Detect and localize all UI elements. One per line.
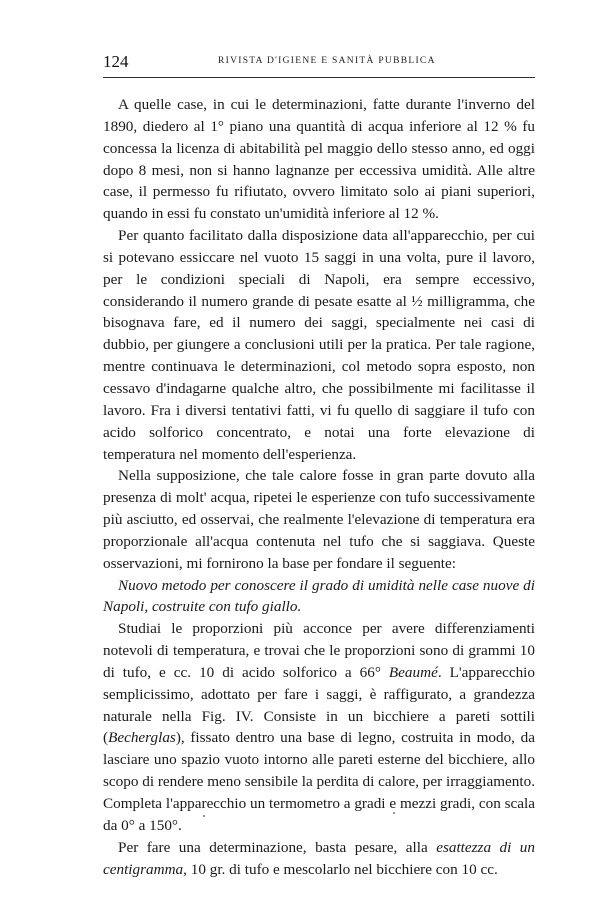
section-heading-new-method — [103, 575, 535, 619]
header-rule — [103, 77, 535, 78]
italic-term-precision: esattezza di un centigramma — [103, 838, 535, 878]
text-segment: Per quanto facilitato dalla disposizione data all'apparecchio, per cui si potevano essiccare nel vuoto 15 saggi in una volta, pure il lavoro, per le condizioni speciali di Napoli, era sempre eccessivo, considerando il numero grande di pesate esatte al ½ milligramma, che bisognava fare, ed il numero dei saggi, specialmente nei casi di dubbio, per giungere a conclusioni utili per la pratica. Per tale ragione, mentre continuava le determinazioni, col metodo sopra esposto, non cessavo d'indagarne qualche altro, che possibilmente mi facilitasse il lavoro. Fra i diversi tentativi fatti, vi fu quello di saggiare il tufo con acido solforico concentrato, e notai una forte elevazione di temperatura nel momento dell'esperienza. — [103, 227, 535, 463]
text-segment: Studiai le proporzioni più acconce per avere differenziamenti notevoli di temperatura, e trovai che le proporzioni sono di grammi 10 di tufo, e cc. 10 di acido solforico a 66° — [103, 620, 535, 681]
text-segment: . L'apparecchio semplicissimo, adottato per fare i saggi, è raffigurato, a grandezza naturale nella Fig. IV. Consiste in un bicchiere a pareti sottili ( — [103, 663, 535, 747]
paragraph-determination — [103, 837, 535, 881]
running-title: RIVISTA D'IGIENE E SANITÀ PUBBLICA — [218, 56, 436, 66]
text-segment: Nella supposizione, che tale calore fosse in gran parte dovuto alla presenza di molt' acqua, ripetei le esperienze con tufo successivamente più asciutto, ed osservai, che realmente l'elevazione di temperatura era proporzionale all'acqua contenuta nel tufo che si saggiava. Queste osservazioni, mi fornirono la base per fondare il seguente: — [103, 467, 535, 572]
scan-speck — [203, 815, 205, 817]
body-text — [103, 94, 535, 880]
text-segment: , 10 gr. di tufo e mescolarlo nel bicchiere con 10 cc. — [183, 860, 498, 878]
italic-term-becherglas: Becherglas — [108, 729, 176, 747]
page-header — [103, 52, 535, 72]
scan-speck — [393, 812, 395, 814]
paragraph-apparatus — [103, 618, 535, 836]
text-segment: ), fissato dentro una base di legno, costruita in modo, da lasciare uno spazio vuoto intorno alle pareti esterne del bicchiere, allo scopo di rendere meno sensibile la perdita di calore, per irraggiamento. Completa l'apparecchio un termometro a gradi e mezzi gradi, con scala da 0° a 150°. — [103, 729, 535, 834]
text-segment: A quelle case, in cui le determinazioni, fatte durante l'inverno del 1890, diedero al 1° piano una quantità di acqua inferiore al 12 % fu concessa la licenza di abitabilità pel maggio dello stesso anno, ed oggi dopo 8 mesi, non si hanno lagnanze per eccessiva umidità. Alle altre case, il permesso fu rifiutato, ovvero limitato solo ai piani superiori, quando in essi fu constato un'umidità inferiore al 12 %. — [103, 96, 535, 223]
paragraph-supposition — [103, 465, 535, 574]
paragraph-method-difficulty — [103, 225, 535, 465]
italic-term-beaume: Beaumé — [388, 663, 438, 681]
text-segment: Per fare una determinazione, basta pesare, alla — [118, 838, 437, 856]
paragraph-case-licensing — [103, 94, 535, 225]
italic-heading: Nuovo metodo per conoscere il grado di umidità nelle case nuove di Napoli, costruite con tufo giallo. — [103, 576, 535, 616]
page-number: 124 — [103, 52, 129, 71]
